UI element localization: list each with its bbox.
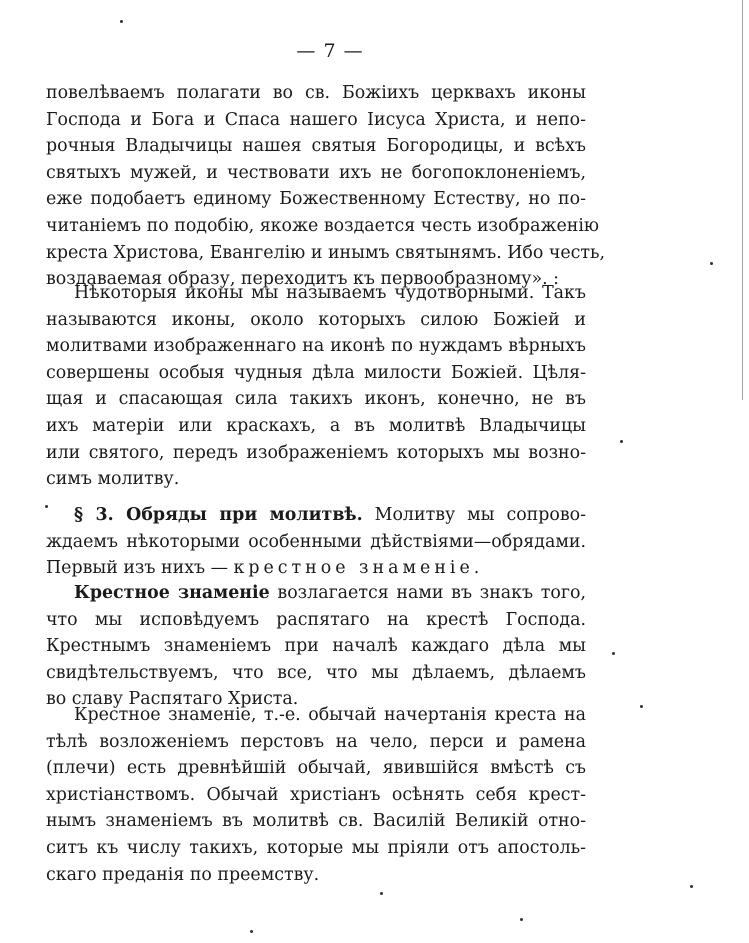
scan-speck bbox=[380, 892, 383, 895]
text-line bbox=[46, 555, 586, 582]
section-3 bbox=[46, 502, 586, 582]
text-line bbox=[46, 580, 586, 607]
scan-speck bbox=[250, 930, 253, 933]
text-line: Крестнымъ знаменіемъ при началѣ каждаго дѣла мы bbox=[46, 636, 586, 657]
paragraph-2 bbox=[46, 280, 586, 493]
text-line: ихъ матеріи или краскахъ, а въ молитвѣ Владычицы bbox=[46, 415, 586, 436]
text-line: щая и спасающая сила такихъ иконъ, конечно, не въ bbox=[46, 389, 586, 410]
text-line: тѣлѣ возложеніемъ перстовъ на чело, перси и рамена bbox=[46, 731, 586, 752]
text-line: совершены особыя чудныя дѣла милости Божіей. Цѣля- bbox=[46, 362, 586, 383]
text-fragment: возлагается нами въ знакъ того, bbox=[277, 583, 586, 603]
scan-speck bbox=[620, 440, 623, 443]
text-line: свидѣтельствуемъ, что все, что мы дѣлаемъ, дѣлаемъ bbox=[46, 662, 586, 683]
text-line: симъ молитву. bbox=[46, 469, 180, 490]
text-line: воздаваемая образу, переходитъ къ первообразному». : bbox=[46, 269, 560, 290]
text-line: называются иконы, около которыхъ силою Божіей и bbox=[46, 309, 586, 330]
section-heading-line bbox=[46, 502, 586, 529]
text-line: креста Христова, Евангелію и инымъ святынямъ. Ибо честь, bbox=[46, 242, 606, 263]
scan-speck bbox=[710, 262, 713, 265]
text-line: Крестное знаменіе, т.-е. обычай начертанія креста на bbox=[74, 705, 586, 725]
text-line: еже подобаетъ единому Божественному Естеству, но по- bbox=[46, 189, 586, 210]
text-line: Господа и Бога и Спаса нашего Іисуса Христа, и непо- bbox=[46, 109, 586, 130]
text-line: или святого, передъ изображеніемъ которыхъ мы возно- bbox=[46, 442, 586, 463]
scan-speck bbox=[45, 505, 48, 508]
paragraph-1 bbox=[46, 80, 606, 293]
text-fragment: Молитву мы сопрово- bbox=[374, 505, 587, 525]
text-line: рочныя Владычицы нашея святыя Богородицы, и всѣхъ bbox=[46, 136, 586, 157]
section-heading: § 3. Обряды при молитвѣ. bbox=[74, 505, 363, 525]
text-line: ситъ къ числу такихъ, которые мы пріяли отъ апостоль- bbox=[46, 837, 586, 858]
emphasized-term: крестное знаменіе. bbox=[233, 558, 484, 579]
page-number: — 7 — bbox=[296, 40, 364, 62]
text-line: молитвами изображеннаго на иконѣ по нуждамъ вѣрныхъ bbox=[46, 336, 586, 357]
text-line: скаго преданія по преемству. bbox=[46, 864, 320, 885]
text-line: повелѣваемъ полагати во св. Божіихъ церквахъ иконы bbox=[46, 83, 586, 103]
text-line: что мы исповѣдуемъ распятаго на крестѣ Господа. bbox=[46, 609, 586, 630]
text-line: (плечи) есть древнѣйшій обычай, явившійся вмѣстѣ съ bbox=[46, 758, 586, 779]
scan-speck bbox=[120, 20, 123, 23]
scan-speck bbox=[520, 918, 523, 921]
scan-speck bbox=[640, 705, 643, 708]
text-line: христіанствомъ. Обычай христіанъ осѣнять себя крест- bbox=[46, 784, 586, 805]
paragraph-5 bbox=[46, 702, 586, 888]
scan-speck bbox=[690, 885, 693, 888]
text-line: Нѣкоторыя иконы мы называемъ чудотворными. Такъ bbox=[74, 283, 586, 303]
emphasized-term: Крестное знаменіе bbox=[74, 583, 270, 603]
text-line: читаніемъ по подобію, якоже воздается честь изображенію bbox=[46, 215, 600, 236]
page-edge-shadow bbox=[742, 0, 745, 400]
scan-speck bbox=[612, 652, 615, 655]
text-line: во славу Распятаго Христа. bbox=[46, 689, 299, 710]
text-line: нымъ знаменіемъ въ молитвѣ св. Василій Великій отно- bbox=[46, 811, 586, 832]
paragraph-4 bbox=[46, 580, 586, 713]
text-fragment: Первый изъ нихъ — bbox=[46, 558, 228, 579]
text-line: ждаемъ нѣкоторыми особенными дѣйствіями—обрядами. bbox=[46, 531, 586, 552]
text-line: святыхъ мужей, и чествовати ихъ не богопоклоненіемъ, bbox=[46, 162, 586, 183]
